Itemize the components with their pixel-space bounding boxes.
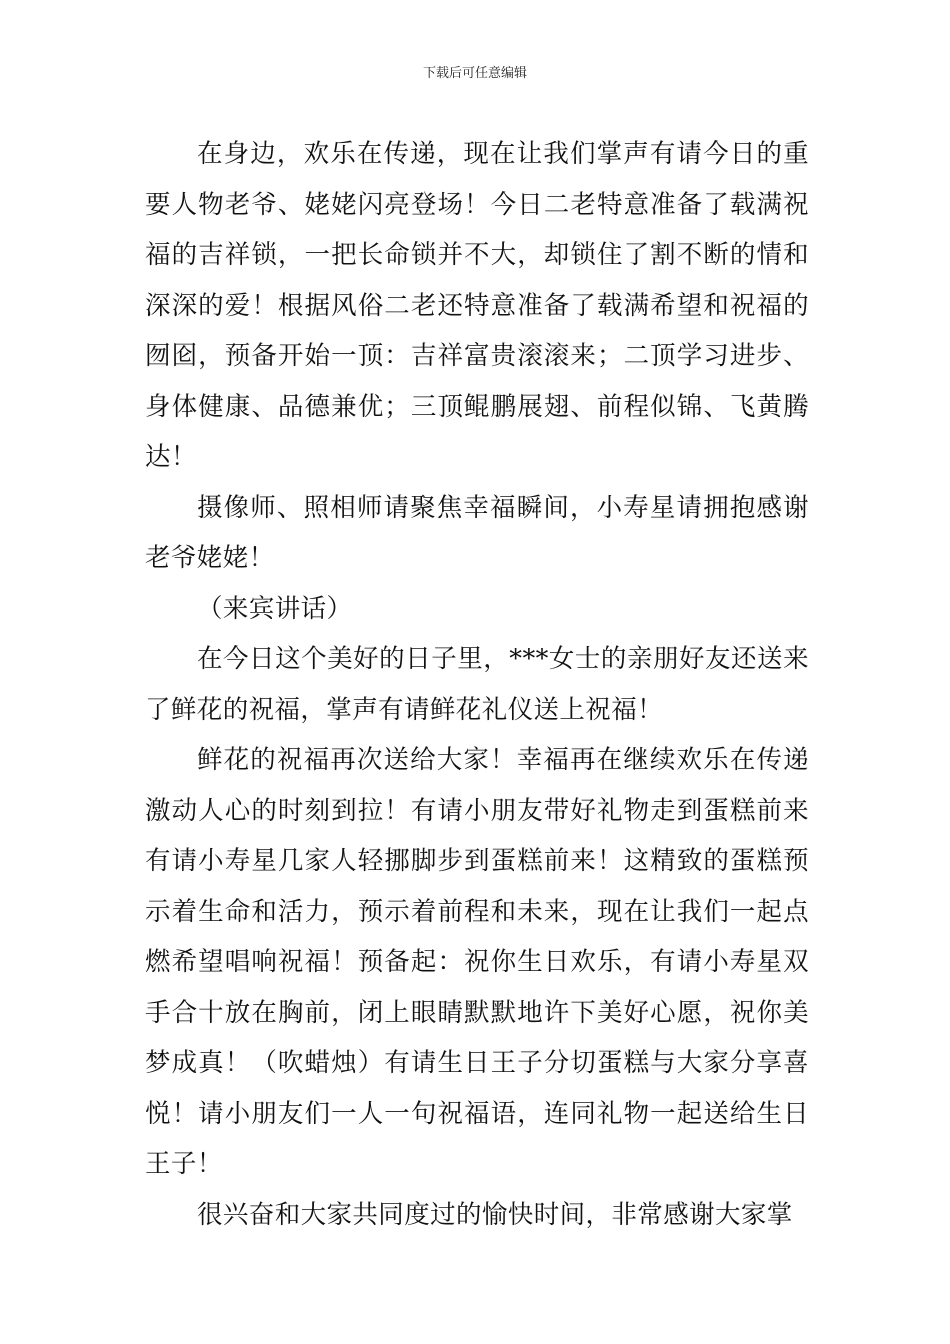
paragraph-4: 在今日这个美好的日子里，***女士的亲朋好友还送来了鲜花的祝福，掌声有请鲜花礼仪送上祝福！	[145, 644, 809, 725]
paragraph-2: 摄像师、照相师请聚焦幸福瞬间，小寿星请拥抱感谢老爷姥姥！	[145, 492, 809, 573]
paragraph-6: 很兴奋和大家共同度过的愉快时间，非常感谢大家掌	[197, 1199, 793, 1230]
document-body	[145, 129, 809, 1240]
page-header: 下载后可任意编辑	[422, 66, 527, 81]
paragraph-1: 在身边，欢乐在传递，现在让我们掌声有请今日的重要人物老爷、姥姥闪亮登场！今日二老特意准备了载满祝福的吉祥锁，一把长命锁并不大，却锁住了割不断的情和深深的爱！根据风俗二老还特意准备了载满希望和祝福的囫囵，预备开始一顶：吉祥富贵滚滚来；二顶学习进步、身体健康、品德兼优；三顶鲲鹏展翅、前程似锦、飞黄腾达！	[145, 139, 809, 472]
paragraph-3: （来宾讲话）	[197, 593, 353, 624]
paragraph-5: 鲜花的祝福再次送给大家！幸福再在继续欢乐在传递激动人心的时刻到拉！有请小朋友带好礼物走到蛋糕前来有请小寿星几家人轻挪脚步到蛋糕前来！这精致的蛋糕预示着生命和活力，预示着前程和未来，现在让我们一起点燃希望唱响祝福！预备起：祝你生日欢乐，有请小寿星双手合十放在胸前，闭上眼睛默默地许下美好心愿，祝你美梦成真！（吹蜡烛）有请生日王子分切蛋糕与大家分享喜悦！请小朋友们一人一句祝福语，连同礼物一起送给生日王子！	[145, 745, 809, 1179]
